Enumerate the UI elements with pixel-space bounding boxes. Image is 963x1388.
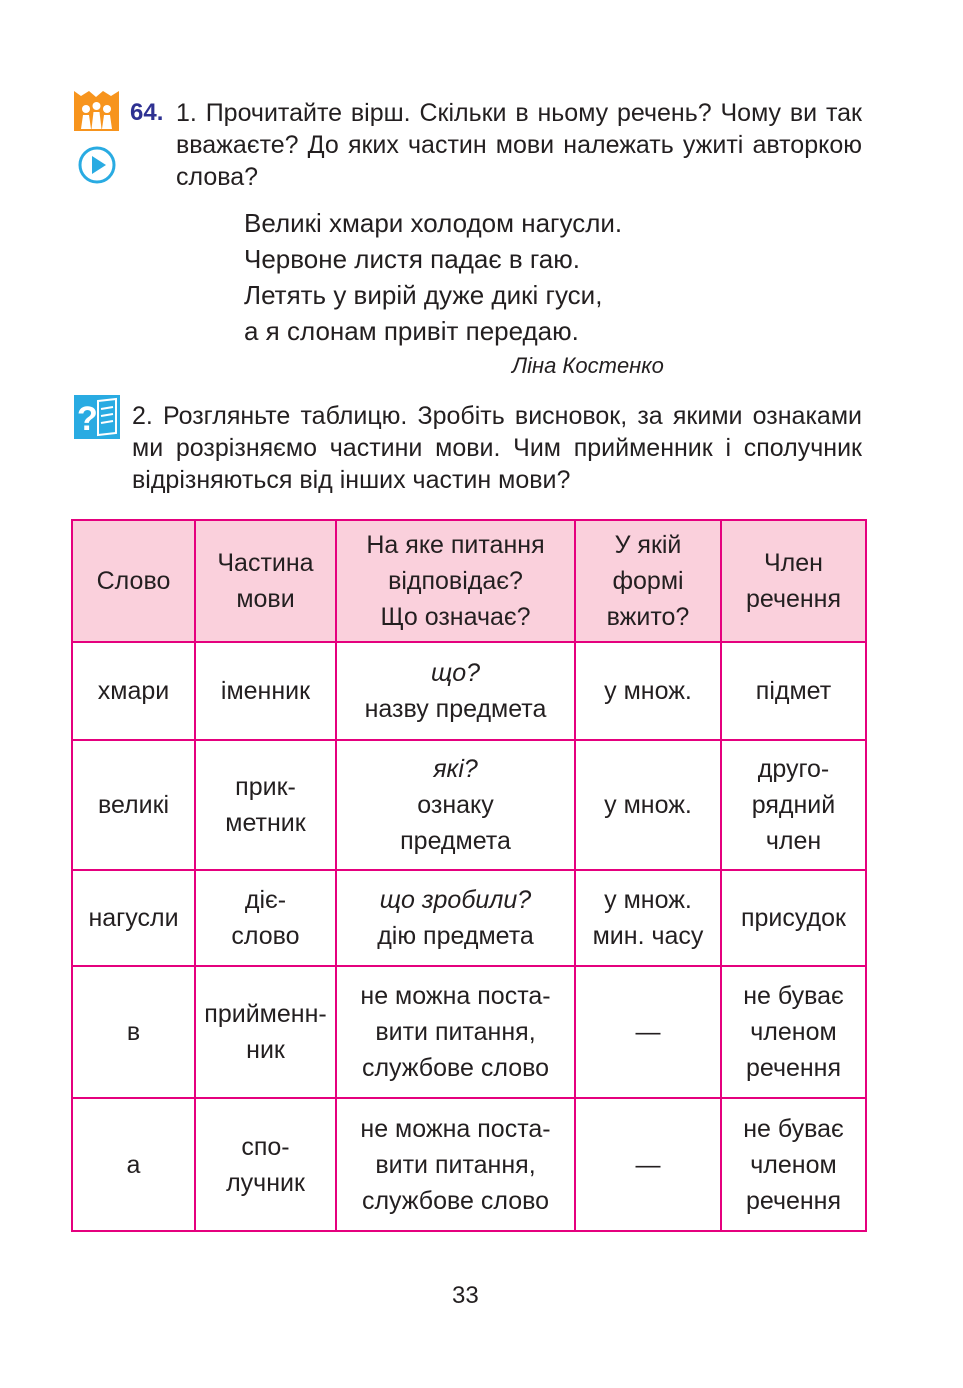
cell-word: великі	[72, 740, 195, 870]
poem-author: Ліна Костенко	[512, 353, 664, 378]
parts-of-speech-table	[71, 519, 867, 1232]
svg-text:?: ?	[77, 400, 98, 438]
header-sentence-member: Член речення	[721, 520, 866, 642]
table-row	[72, 870, 866, 966]
table-row	[72, 740, 866, 870]
header-word: Слово	[72, 520, 195, 642]
poem-line: Летять у вирій дуже дикі гуси,	[244, 280, 603, 310]
cell-form: у множ.	[575, 740, 721, 870]
page-number: 33	[452, 1282, 479, 1309]
header-form: У якій формі вжито?	[575, 520, 721, 642]
header-part-of-speech: Частина мови	[195, 520, 336, 642]
cell-form: у множ.	[575, 642, 721, 740]
cell-part: спо- лучник	[195, 1098, 336, 1231]
cell-word: хмари	[72, 642, 195, 740]
table-row	[72, 966, 866, 1098]
question-table-icon	[74, 395, 120, 439]
table-row	[72, 1098, 866, 1231]
cell-part: іменник	[195, 642, 336, 740]
cell-member: присудок	[721, 870, 866, 966]
table-row	[72, 642, 866, 740]
cell-part: діє- слово	[195, 870, 336, 966]
cell-member: підмет	[721, 642, 866, 740]
header-question-meaning: На яке питання відповідає? Що означає?	[336, 520, 575, 642]
cell-question: не можна поста- вити питання, службове слово	[336, 1098, 575, 1231]
cell-question: що? назву предмета	[336, 642, 575, 740]
exercise-number: 64.	[130, 99, 164, 126]
cell-form: у множ. мин. часу	[575, 870, 721, 966]
cell-word: нагусли	[72, 870, 195, 966]
cell-question: не можна поста- вити питання, службове слово	[336, 966, 575, 1098]
cell-form: —	[575, 966, 721, 1098]
cell-part: прийменн- ник	[195, 966, 336, 1098]
poem-line: Червоне листя падає в гаю.	[244, 244, 580, 274]
cell-form: —	[575, 1098, 721, 1231]
cell-part: прик- метник	[195, 740, 336, 870]
cell-question: які? ознаку предмета	[336, 740, 575, 870]
cell-word: а	[72, 1098, 195, 1231]
table-header-row	[72, 520, 866, 642]
task-1-text: 1. Прочитайте вірш. Скільки в ньому речень? Чому ви так вважаєте? До яких частин мови належать ужиті авторкою слова?	[176, 99, 862, 191]
cell-member: друго- рядний член	[721, 740, 866, 870]
task-2-text: 2. Розгляньте таблицю. Зробіть висновок, за якими ознаками ми розрізняємо частини мови. Чим прийменник і сполучник відрізняються від інших частин мови?	[132, 402, 862, 494]
play-audio-icon[interactable]	[77, 145, 117, 185]
cell-member: не буває членом речення	[721, 966, 866, 1098]
poem-line: а я слонам привіт передаю.	[244, 316, 579, 346]
cell-question: що зробили? дію предмета	[336, 870, 575, 966]
cell-word: в	[72, 966, 195, 1098]
poem	[244, 205, 804, 349]
poem-line: Великі хмари холодом нагусли.	[244, 208, 623, 238]
group-work-icon	[73, 89, 120, 132]
cell-member: не буває членом речення	[721, 1098, 866, 1231]
